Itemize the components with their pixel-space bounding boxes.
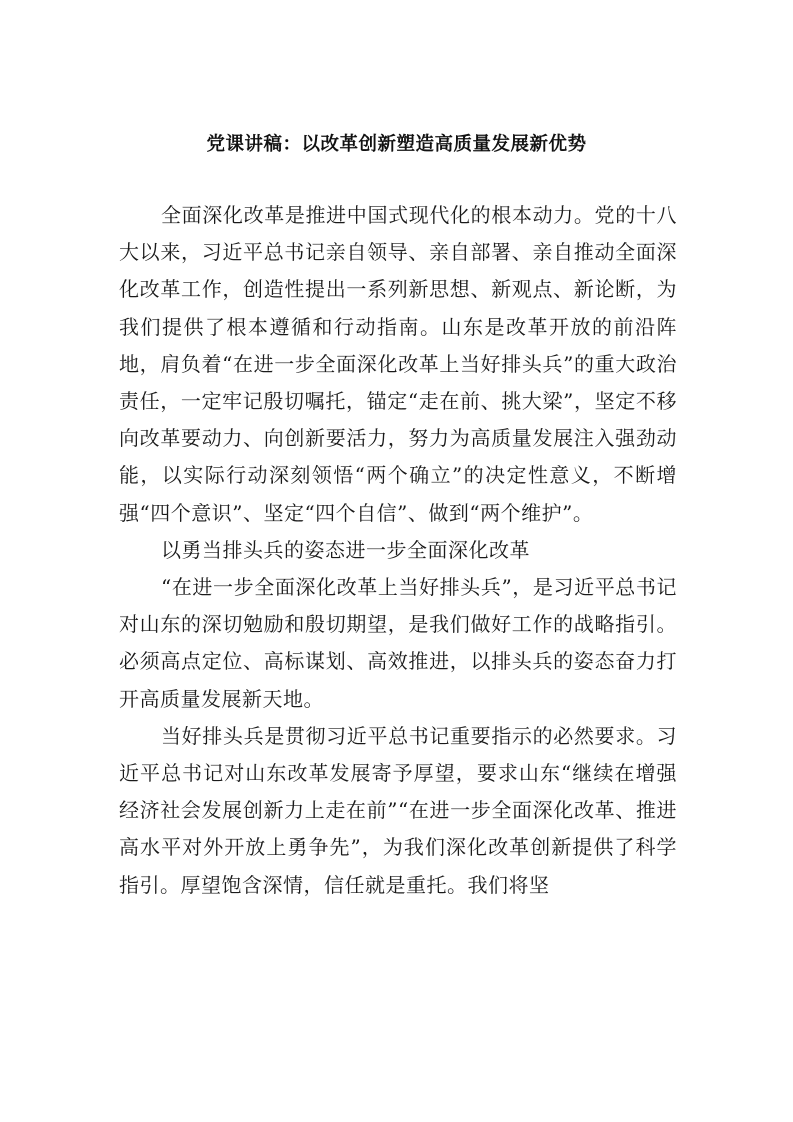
document-title: 党课讲稿：以改革创新塑造高质量发展新优势 [206, 134, 587, 155]
section-heading: 以勇当排头兵的姿态进一步全面深化改革 [161, 537, 530, 562]
paragraph-vanguard: “在进一步全面深化改革上当好排头兵”，是习近平总书记对山东的深切勉励和殷切期望，是我们做好工作的战略指引。必须高点定位、高标谋划、高效推进，以排头兵的姿态奋力打开高质量发展新天地。 [119, 575, 677, 711]
paragraph-instructions: 当好排头兵是贯彻习近平总书记重要指示的必然要求。习近平总书记对山东改革发展寄予厚望，要求山东“继续在增强经济社会发展创新力上走在前”“在进一步全面深化改革、推进高水平对外开放上勇争先”，为我们深化改革创新提供了科学指引。厚望饱含深情，信任就是重托。我们将坚 [119, 723, 677, 897]
paragraph-intro: 全面深化改革是推进中国式现代化的根本动力。党的十八大以来，习近平总书记亲自领导、亲自部署、亲自推动全面深化改革工作，创造性提出一系列新思想、新观点、新论断，为我们提供了根本遵循和行动指南。山东是改革开放的前沿阵地，肩负着“在进一步全面深化改革上当好排头兵”的重大政治责任，一定牢记殷切嘱托，锚定“走在前、挑大梁”，坚定不移向改革要动力、向创新要活力，努力为高质量发展注入强劲动能，以实际行动深刻领悟“两个确立”的决定性意义，不断增强“四个意识”、坚定“四个自信”、做到“两个维护”。 [119, 203, 677, 525]
document-body [119, 197, 677, 904]
